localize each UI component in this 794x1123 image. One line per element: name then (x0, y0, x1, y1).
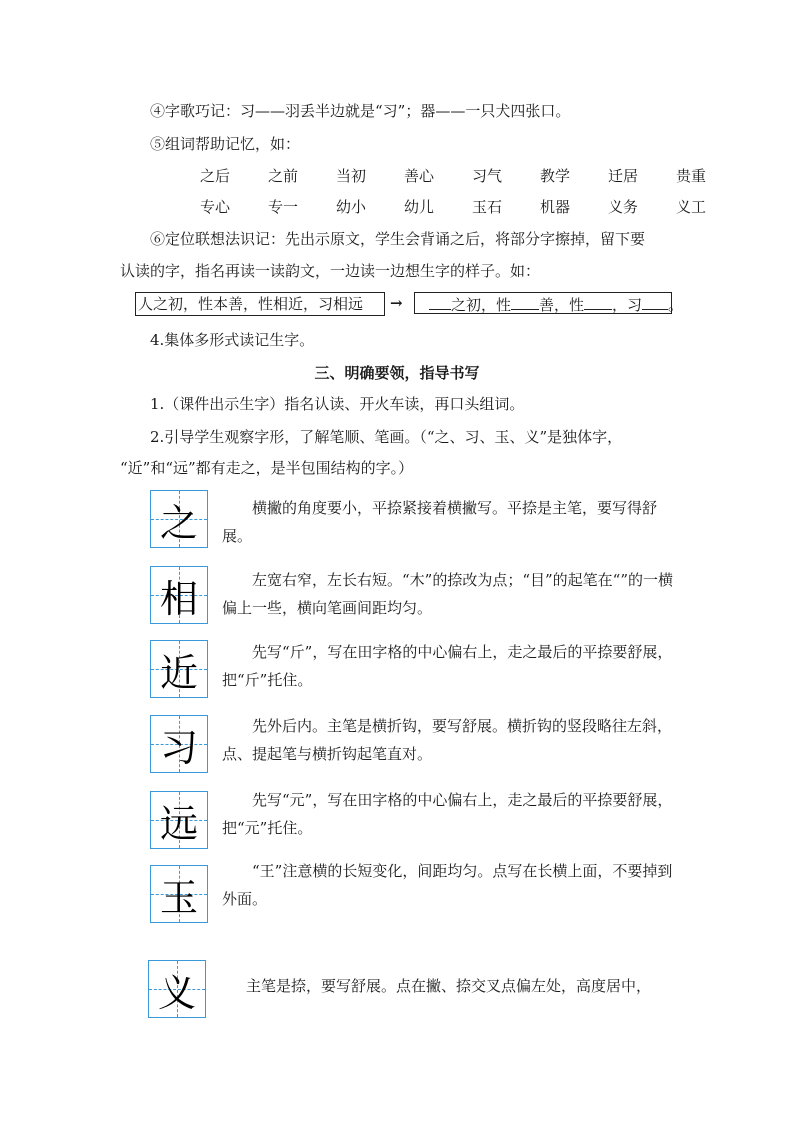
desc-jin: 先写“斤”，写在田字格的中心偏右上，走之最后的平捺要舒展，把“斤”托住。 (222, 643, 673, 689)
word-item: 善心 (404, 167, 435, 185)
desc-yi: 主笔是捺，要写舒展。点在撇、捺交叉点偏左处，高度居中， (246, 977, 652, 995)
original-text-box: 人之初，性本善，性相近，习相远 (135, 292, 385, 316)
word-item: 玉石 (472, 198, 503, 216)
desc-yuan: 先写“元”，写在田字格的中心偏右上，走之最后的平捺要舒展，把“元”托住。 (222, 791, 673, 837)
blank (642, 293, 668, 310)
memory-rhyme-line: ④字歌巧记：习——羽丢半边就是“习”；器——一只犬四张口。 (150, 102, 571, 120)
character-yu: 玉 (159, 875, 198, 920)
tian-grid-yu (150, 865, 208, 923)
desc-xi: 先外后内。主笔是横折钩，要写舒展。横折钩的竖段略往左斜，点、提起笔与横折钩起笔直对。 (222, 717, 673, 763)
character-zhi: 之 (159, 500, 198, 545)
desc-xiang: 左宽右窄，左长右短。“木”的捺改为点；“目”的起笔在“”的一横偏上一些，横向笔画间距均匀。 (222, 571, 674, 617)
word-item: 贵重 (676, 167, 707, 185)
tian-grid-yi (148, 960, 206, 1018)
word-item: 当初 (336, 167, 367, 185)
tian-grid-xiang (150, 566, 208, 624)
word-item: 迁居 (608, 167, 639, 185)
word-item: 幼儿 (404, 198, 435, 216)
step-2-line-2: “近”和“远”都有走之，是半包围结构的字。） (120, 459, 414, 477)
tian-grid-xi (150, 715, 208, 773)
desc-zhi: 横撇的角度要小，平捺紧接着横撇写。平捺是主笔，要写得舒展。 (222, 499, 658, 545)
blanked-text-box (414, 292, 684, 314)
section-heading: 三、明确要领，指导书写 (314, 364, 480, 382)
word-item: 之后 (200, 167, 231, 185)
blank (429, 293, 451, 310)
method-line-2: 认读的字，指名再读一读韵文，一边读一边想生字的样子。如： (120, 262, 541, 280)
word-item: 专一 (268, 198, 299, 216)
desc-yu: “王”注意横的长短变化，间距均匀。点写在长横上面，不要掉到外面。 (222, 862, 673, 908)
character-yi: 义 (157, 970, 196, 1015)
word-item: 之前 (268, 167, 299, 185)
step-2-line-1: 2.引导学生观察字形，了解笔顺、笔画。（“之、习、玉、义”是独体字， (150, 428, 623, 446)
tian-grid-jin (150, 640, 208, 698)
blank-part-1: 之初，性 (451, 296, 512, 314)
character-yuan: 远 (159, 801, 198, 846)
group-reading-line: 4.集体多形式读记生字。 (150, 331, 315, 349)
character-jin: 近 (159, 650, 198, 695)
word-item: 教学 (540, 167, 571, 185)
word-item: 义务 (608, 198, 639, 216)
blank-end: 。 (668, 296, 684, 314)
character-xi: 习 (159, 725, 198, 770)
blank-part-2: 善，性 (539, 296, 585, 314)
step-1: 1.（课件出示生字）指名认读、开火车读，再口头组词。 (150, 395, 525, 413)
tian-grid-zhi (150, 490, 208, 548)
method-line-1: ⑥定位联想法识记：先出示原文，学生会背诵之后，将部分字擦掉，留下要 (150, 230, 646, 248)
word-item: 专心 (200, 198, 231, 216)
word-item: 义工 (676, 198, 707, 216)
word-group-intro: ⑤组词帮助记忆，如： (150, 135, 301, 153)
word-list-row-1 (200, 166, 744, 186)
word-item: 机器 (540, 198, 571, 216)
word-list-row-2 (200, 197, 744, 217)
word-item: 幼小 (336, 198, 367, 216)
tian-grid-yuan (150, 791, 208, 849)
blank (584, 293, 612, 310)
arrow-icon: → (390, 294, 403, 312)
word-item: 习气 (472, 167, 503, 185)
blank-part-3: ，习 (612, 296, 643, 314)
character-xiang: 相 (159, 576, 198, 621)
blank (511, 293, 539, 310)
